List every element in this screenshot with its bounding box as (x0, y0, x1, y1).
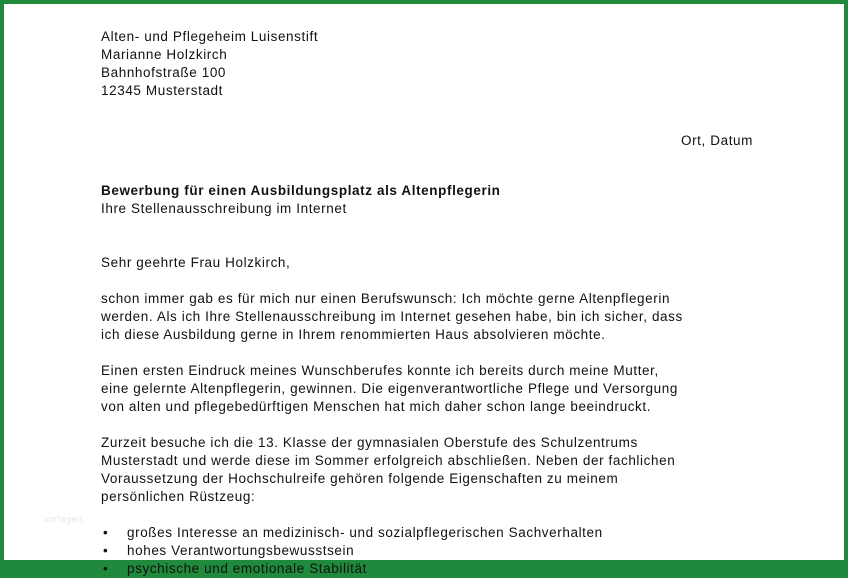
text-line: persönlichen Rüstzeug: (101, 489, 256, 504)
paragraph-3 (101, 434, 753, 506)
subject-reference: Ihre Stellenausschreibung im Internet (101, 201, 347, 216)
text-line: werden. Als ich Ihre Stellenausschreibung im Internet gesehen habe, bin ich sicher, dass (101, 309, 683, 324)
bullet-icon: • (103, 525, 109, 540)
bullet-icon: • (103, 543, 109, 558)
list-item-text: hohes Verantwortungsbewusstsein (127, 543, 355, 558)
text-line: Voraussetzung der Hochschulreife gehören folgende Eigenschaften zu meinem (101, 471, 619, 486)
subject-line: Bewerbung für einen Ausbildungsplatz als Altenpflegerin (101, 183, 501, 198)
sender-line: Alten- und Pflegeheim Luisenstift (101, 29, 319, 44)
bullet-icon: • (103, 561, 109, 576)
paragraph-1 (101, 290, 753, 344)
text-line: von alten und pflegebedürftigen Menschen hat mich daher schon lange beeindruckt. (101, 399, 652, 414)
watermark: vorlagen (44, 514, 83, 524)
sender-line: Marianne Holzkirch (101, 47, 228, 62)
letter-body (101, 28, 753, 578)
text-line: ich diese Ausbildung gerne in Ihrem renommierten Haus absolvieren möchte. (101, 327, 606, 342)
sender-line: Bahnhofstraße 100 (101, 65, 227, 80)
text-line: Musterstadt und werde diese im Sommer erfolgreich abschließen. Neben der fachlichen (101, 453, 676, 468)
text-line: Einen ersten Eindruck meines Wunschberufes konnte ich bereits durch meine Mutter, (101, 363, 659, 378)
sender-line: 12345 Musterstadt (101, 83, 224, 98)
salutation: Sehr geehrte Frau Holzkirch, (101, 255, 291, 270)
list-item-text: großes Interesse an medizinisch- und sozialpflegerischen Sachverhalten (127, 525, 603, 540)
list-item-text: psychische und emotionale Stabilität (127, 561, 367, 576)
list-item (101, 524, 753, 542)
sender-address (101, 28, 753, 100)
qualities-list (101, 524, 753, 578)
letter-page (4, 4, 844, 576)
place-date: Ort, Datum (680, 133, 753, 148)
text-line: eine gelernte Altenpflegerin, gewinnen. Die eigenverantwortliche Pflege und Versorgung (101, 381, 678, 396)
text-line: Zurzeit besuche ich die 13. Klasse der gymnasialen Oberstufe des Schulzentrums (101, 435, 638, 450)
paragraph-2 (101, 362, 753, 416)
list-item (101, 542, 753, 560)
text-line: schon immer gab es für mich nur einen Berufswunsch: Ich möchte gerne Altenpflegerin (101, 291, 671, 306)
list-item (101, 560, 753, 578)
